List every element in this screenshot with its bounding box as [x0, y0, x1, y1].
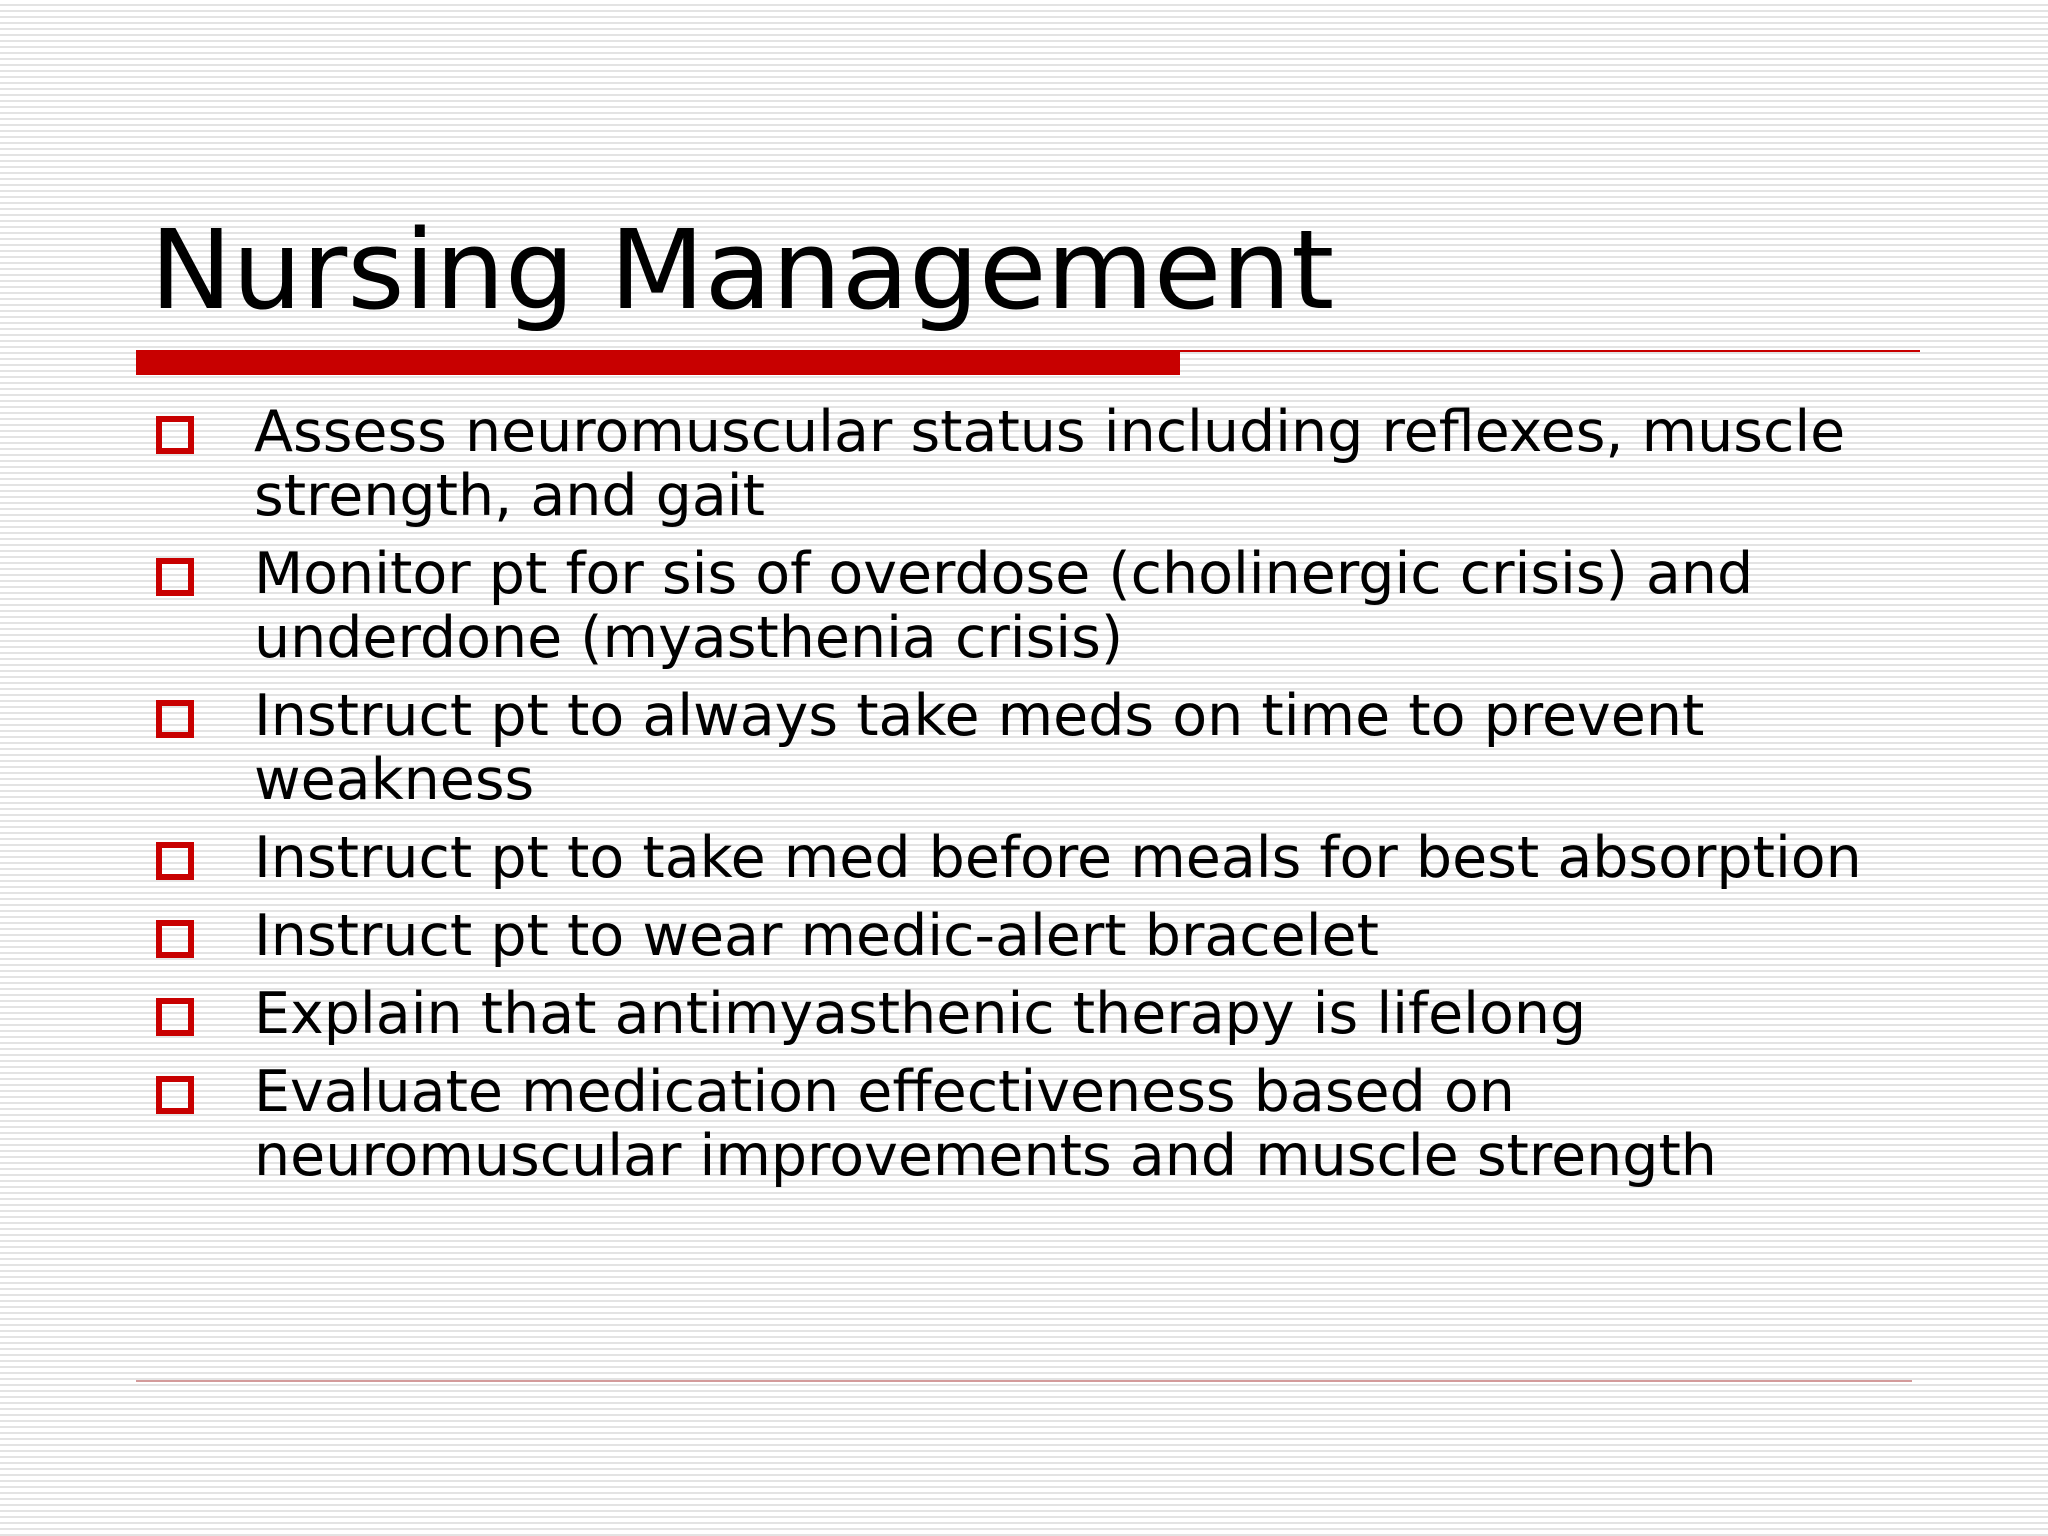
bullet-item — [150, 400, 1910, 528]
bullet-text: Explain that antimyasthenic therapy is lifelong — [254, 981, 1587, 1047]
hollow-square-icon — [156, 558, 194, 596]
bullet-text: Instruct pt to wear medic-alert bracelet — [254, 903, 1379, 969]
title-underline-rule — [1180, 350, 1920, 352]
hollow-square-icon — [156, 998, 194, 1036]
bullet-text: Instruct pt to always take meds on time to prevent weakness — [254, 683, 1705, 813]
hollow-square-icon — [156, 920, 194, 958]
hollow-square-icon — [156, 700, 194, 738]
bullet-item — [150, 684, 1910, 812]
title-underline-bar — [136, 350, 1180, 375]
bullet-item — [150, 826, 1910, 890]
bullet-text: Instruct pt to take med before meals for best absorption — [254, 825, 1862, 891]
bullet-item — [150, 1060, 1910, 1188]
bullet-list — [150, 400, 1910, 1202]
slide-title: Nursing Management — [150, 206, 1335, 334]
bullet-item — [150, 904, 1910, 968]
bullet-text: Assess neuromuscular status including reflexes, muscle strength, and gait — [254, 399, 1846, 529]
bullet-item — [150, 982, 1910, 1046]
bullet-text: Monitor pt for sis of overdose (cholinergic crisis) and underdone (myasthenia crisis) — [254, 541, 1754, 671]
footer-rule — [136, 1380, 1912, 1382]
hollow-square-icon — [156, 842, 194, 880]
hollow-square-icon — [156, 1076, 194, 1114]
bullet-item — [150, 542, 1910, 670]
bullet-text: Evaluate medication effectiveness based on neuromuscular improvements and muscle strength — [254, 1059, 1717, 1189]
hollow-square-icon — [156, 416, 194, 454]
